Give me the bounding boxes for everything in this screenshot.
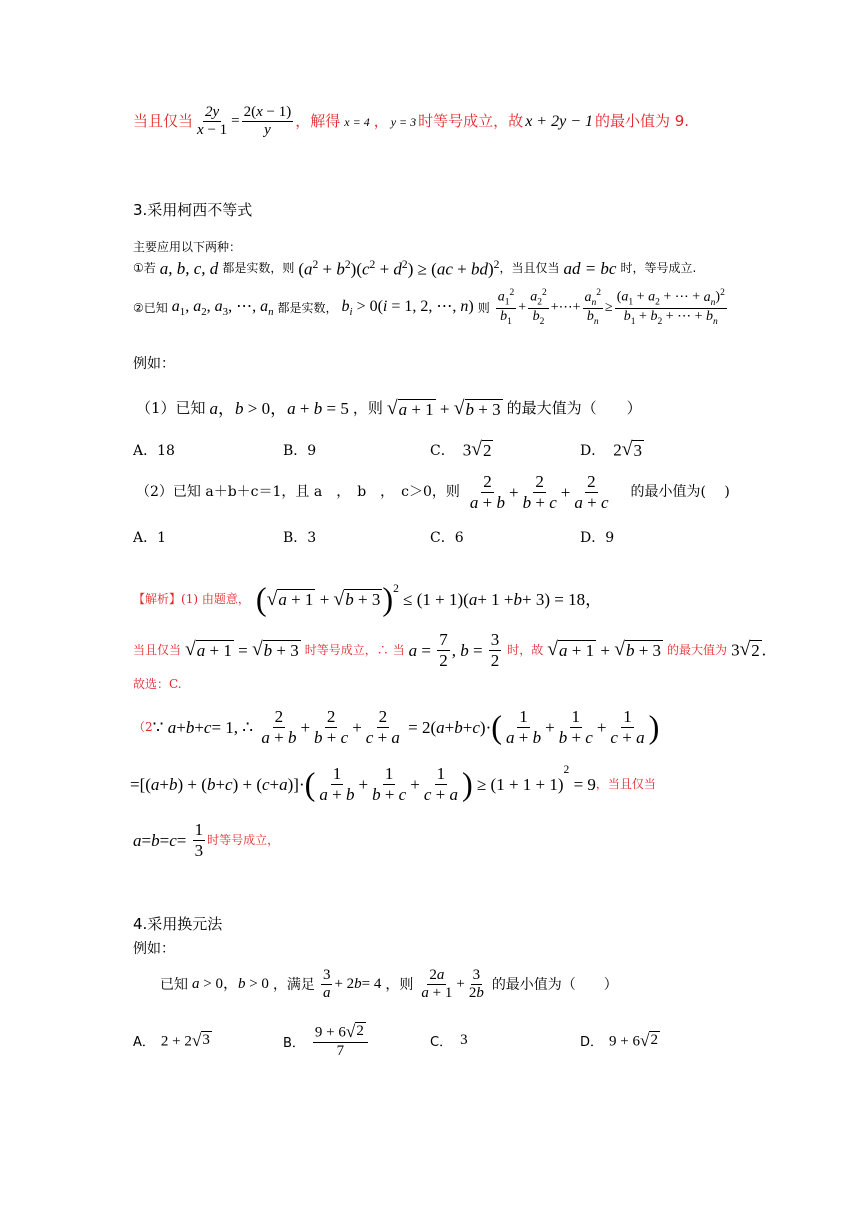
solution-2: 当且仅当 √ a + 1 = √ b + 3 时等号成立，∴ 当 a = $\frac{7}{2}$ , b = $\frac{3}{2}$ 时，故 √ a + 1 + √ b + 3 的最大值为 3 √ 2 . (133, 630, 767, 670)
q1-option-b[interactable]: B．9 (283, 443, 317, 459)
q1-option-d[interactable]: D． 2 √ 3 (580, 439, 642, 461)
sol4-pre: （2 (133, 720, 153, 735)
solution-3: 故选：C. (133, 677, 182, 691)
q1-text3: 的最大值为（ ） (506, 399, 642, 418)
q2-option-c[interactable]: C．6 (430, 530, 464, 546)
item2-mid: 都是实数， (277, 301, 338, 316)
sol2-post: 的最大值为 (667, 643, 728, 658)
cauchy-item-1 (133, 259, 696, 278)
q3-post: 的最小值为（ ） (491, 976, 618, 993)
example-label: 例如： (133, 356, 175, 372)
q3-pre: 已知 (160, 976, 188, 993)
item2-then: 则 (477, 301, 490, 316)
cauchy-inequality-1: $(a^2 + b^2)(c^2 + d^2) \ge (ac + bd)^2$ (298, 258, 500, 279)
q1-option-c[interactable]: C． 3 √ 2 (430, 439, 492, 461)
solution-tag: 【解析】 (133, 592, 182, 607)
question-2: （2）已知 a＋b＋c＝1，且 a ， b ， c＞0，则 $\frac{2}{a + b}$ + $\frac{2}{b + c}$ + $\frac{2}{a + c}$ 的最小值为( ) (136, 472, 730, 512)
text-mid2: 时等号成立，故 (418, 112, 524, 131)
y-equals-3: y = 3 (390, 114, 417, 129)
q3-mid2: ，则 (385, 976, 414, 993)
text-pre: 当且仅当 (133, 112, 194, 131)
q3-option-c[interactable]: C． 3 (430, 1032, 468, 1050)
item1-vars: a, b, c, d (159, 258, 219, 278)
section-4-title: 4.采用换元法 (133, 915, 223, 933)
sol2-mid: 时等号成立，∴ 当 (304, 643, 405, 658)
sol5-post: ，当且仅当 (595, 777, 656, 792)
sol2-mid2: 时，故 (507, 643, 544, 658)
item1-post: 时，等号成立. (620, 261, 697, 276)
q1-text2: ，则 (352, 399, 383, 418)
sol1-pre: (1) 由题意， (181, 592, 250, 607)
solution-line-1: 当且仅当 $\frac{2y}{x - 1}$ = $\frac{2(x - 1)}{y}$ ，解得 x = 4 ， y = 3 时等号成立，故 x + 2y − 1 的最小值为 9. (133, 104, 690, 139)
q1-option-a[interactable]: A．18 (133, 443, 175, 459)
q3-option-b[interactable]: B． 9 + 6 √ 2 7 (283, 1022, 370, 1060)
item1-pre: ①若 (133, 261, 156, 276)
fraction-2x-1-over-y: $\frac{2(x - 1)}{y}$ (243, 104, 292, 139)
x-equals-4: x = 4 (344, 114, 370, 129)
solution-4: （2 ∵ a + b + c = 1, ∴ $\frac{2}{a + b}$ + $\frac{2}{b + c}$ + $\frac{2}{c + a}$ = 2( a + b + c )· ( $\frac{1}{a + b}$ + $\frac{1}{b + c}$ + $\frac{1}{c + a}$ ) (133, 707, 660, 747)
text-mid1: ，解得 (295, 112, 341, 131)
q3-mid: ，满足 (272, 976, 315, 993)
item1-cond: ad = bc (563, 258, 617, 278)
comma: ， (373, 112, 389, 131)
question-3: 已知 a > 0，b > 0 ，满足 $\frac{3}{a}$ + 2 b = 4 ，则 $\frac{2a}{a + 1}$ + $\frac{3}{2b}$ 的最小值为（ ） (160, 967, 618, 1002)
solution-1: 【解析】 (1) 由题意， ( √ a + 1 + √ b + 3 ) $^2$ ≤ (1 + 1)( a + 1 + b + 3) = 18， (133, 581, 603, 617)
expr-x-2y-1: x + 2y − 1 (525, 112, 593, 130)
cauchy-item-2: ②已知 $a_1$, $a_2$, $a_3$, ⋯, $a_n$ 都是实数， $b_i > 0(i = 1$, 2, ⋯, n) 则 $\frac{a_1^2}{b_1}$ + $\frac{a_2^2}{b_2}$ +⋯+ $\frac{a_n^2}{b_n}$ ≥ $\frac{(a_1 + a_2 + \cdots + a_n)^2}{b_1 + b_2 + \cdots + b_n}$ (133, 288, 729, 328)
q2-text: （2）已知 a＋b＋c＝1，且 a ， b ， c＞0，则 (136, 484, 460, 501)
sol2-pre: 当且仅当 (133, 643, 182, 658)
q2-option-d[interactable]: D．9 (580, 530, 615, 546)
fraction-2y-over-x-1: $\frac{2y}{x - 1}$ (197, 104, 228, 139)
q2-option-b[interactable]: B．3 (283, 530, 317, 546)
section-3-title: 3.采用柯西不等式 (133, 201, 253, 219)
q3-option-d[interactable]: D． 9 + 6 √ 2 (580, 1030, 658, 1051)
q2-text2: 的最小值为( ) (630, 484, 730, 501)
item1-mid: 都是实数，则 (222, 261, 295, 276)
q3-option-a[interactable]: A． 2 + 2 √ 3 (133, 1030, 210, 1051)
text-post: 的最小值为 9. (594, 112, 690, 131)
solution-5: =[( a + b ) + ( b + c ) + ( c + a )]· ( $\frac{1}{a + b}$ + $\frac{1}{b + c}$ + $\frac{1}{c + a}$ ) ≥ (1 + 1 + 1) $^2$ = 9 ，当且仅当 (130, 763, 656, 804)
question-1: （1）已知 a，b > 0，a + b = 5 ，则 √ a + 1 + √ b + 3 的最大值为（ ） (136, 398, 642, 420)
q1-text: （1）已知 (136, 399, 206, 418)
q2-option-a[interactable]: A．1 (133, 530, 167, 546)
solution-6: a = b = c = $\frac{1}{3}$ 时等号成立， (133, 820, 280, 860)
cauchy-inequality-2: $\frac{a_1^2}{b_1}$ + $\frac{a_2^2}{b_2}$ +⋯+ $\frac{a_n^2}{b_n}$ ≥ $\frac{(a_1 + a_2 + \cdots + a_n)^2}{b_1 + b_2 + \cdots + b_n}$ (497, 288, 725, 328)
sol6-post: 时等号成立， (207, 833, 280, 848)
item2-pre: ②已知 (133, 301, 168, 316)
section-4-example-label: 例如： (133, 941, 175, 957)
section-3-intro: 主要应用以下两种： (133, 240, 242, 254)
item1-cond-pre: ，当且仅当 (499, 261, 560, 276)
